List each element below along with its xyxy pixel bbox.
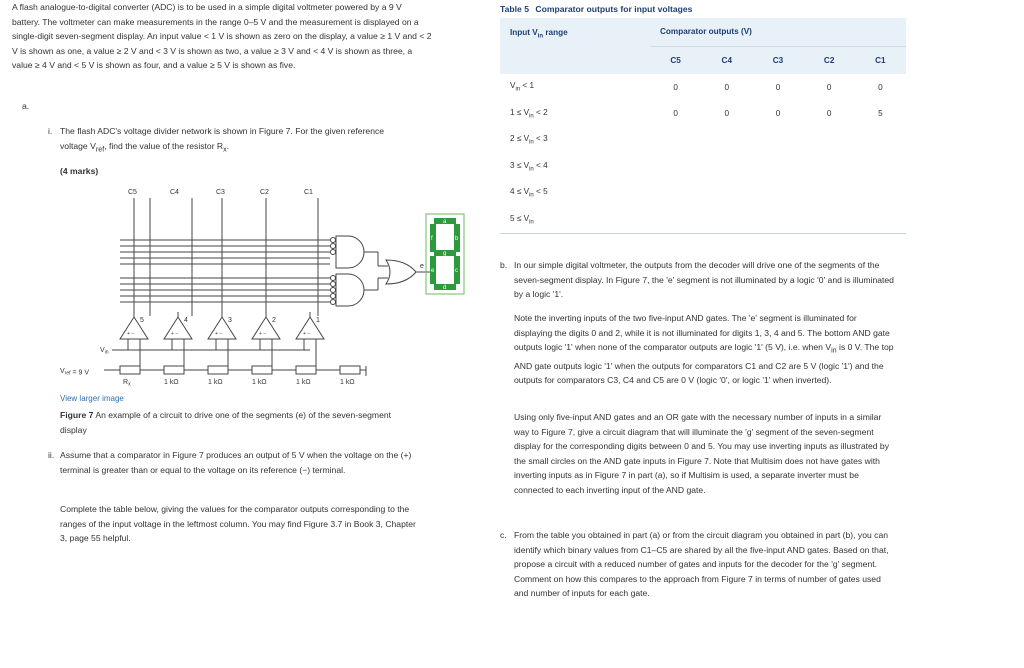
question-ii	[48, 448, 418, 477]
cell-c1[interactable]	[855, 180, 906, 207]
intro-paragraph: A flash analogue-to-digital converter (ADC) is to be used in a simple digital voltmeter powered by a 9 V battery. The voltmeter can make measurements in the range 0–5 V and the measurement is displayed on a single-digit seven-segment display. An input value < 1 V is shown as zero on the display, a value ≥ 1 V and < 2 V is shown as one, a value ≥ 2 V and < 3 V is shown as two, a value ≥ 3 V and < 4 V is shown as three, a value ≥ 4 V and < 5 V is shown as four, and a value ≥ 5 V is shown as five.	[12, 2, 432, 71]
vin-label: $V_{in}$	[100, 347, 109, 356]
comparator-label-c2: C2	[260, 189, 269, 196]
question-ii-instructions: Complete the table below, giving the values for the comparator outputs corresponding to the ranges of the input voltage in the leftmost column. You may find Figure 3.7 in Book 3, Chapter 3, page 55 helpful.	[60, 504, 416, 544]
row-range: $4 \le V_{in} < 5$	[510, 187, 548, 200]
cell-c3[interactable]	[752, 127, 803, 154]
segment-label-e: e	[431, 268, 435, 274]
sub-header-c3: C3	[752, 46, 803, 74]
resistor-label-2: 1 kΩ	[208, 379, 223, 386]
sub-header-c2: C2	[804, 46, 855, 74]
col-header-input: Input $V_{in}$ range	[500, 18, 650, 74]
cell-c2: 0	[826, 82, 832, 92]
cell-c2[interactable]	[804, 207, 855, 234]
cell-c4: 0	[724, 109, 730, 119]
cell-c4[interactable]	[701, 127, 752, 154]
question-i	[48, 124, 408, 157]
comparator-label-c5: C5	[128, 189, 137, 196]
cell-c5[interactable]	[650, 154, 701, 181]
segment-label-f: f	[431, 236, 433, 242]
cell-c1: 5	[878, 109, 883, 119]
segment-label-d: d	[443, 285, 447, 291]
cell-c3[interactable]	[752, 207, 803, 234]
table-row	[500, 127, 906, 154]
comparator-outputs-table	[500, 18, 906, 234]
cell-c5[interactable]	[650, 127, 701, 154]
comparator-label-c4: C4	[170, 189, 179, 196]
part-b-paragraph-1: In our simple digital voltmeter, the outputs from the decoder will drive one of the segments of the seven-segment display. In Figure 7, the 'e' segment is not illuminated by a logic '0' and is illuminated by a logic '1'.	[514, 260, 894, 300]
figure-caption-label: Figure 7	[60, 410, 94, 420]
part-b-paragraph-3: Using only five-input AND gates and an OR gate with the necessary number of inputs in a similar way to Figure 7, give a circuit diagram that will illuminate the 'g' segment of the seven-segment display for the corresponding digits between 0 and 5. You may use inverting inputs as illustrated by the small circles on the AND gate inputs in Figure 7. Note that Multisim does not have gates with inverting inputs as in Figure 7 in part (a), so if Multisim is used, a separate inverter must be connected to each inverting input of the AND gate.	[514, 412, 890, 495]
cell-c3[interactable]	[752, 180, 803, 207]
col-header-outputs: Comparator outputs (V)	[650, 18, 906, 46]
cell-c5[interactable]	[650, 207, 701, 234]
rx-label: $R_x$	[123, 379, 131, 388]
table-row	[500, 207, 906, 234]
segment-label-b: b	[455, 236, 459, 242]
part-c-label: c.	[500, 530, 507, 540]
part-b	[500, 258, 894, 302]
cell-c1[interactable]	[855, 207, 906, 234]
cell-c3: 0	[775, 109, 781, 119]
cell-c2: 0	[826, 109, 832, 119]
table-body	[500, 74, 906, 233]
part-b-paragraph-2: Note the inverting inputs of the two five-input AND gates. The 'e' segment is illuminated for displaying the digits 0 and 2, while it is not illuminated for digits 1, 3, 4 and 5. The bottom AND gate outputs logic '1' when none of the comparator outputs are logic '1' (5 V), i.e. when $V_{in}$ is 0 V. The top AND gate outputs logic '1' when the outputs for comparators C1 and C2 are 5 V (logic '1') and the outputs for comparators C3, C4 and C5 are 0 V (logic '0', or logic '1' when inverted).	[514, 313, 894, 386]
resistor-label-1: 1 kΩ	[164, 379, 179, 386]
segment-label-c: c	[455, 268, 458, 274]
table-caption: Comparator outputs for input voltages	[535, 4, 693, 14]
resistor-label-3: 1 kΩ	[252, 379, 267, 386]
part-a-label: a.	[22, 101, 30, 111]
table-label: Table 5	[500, 4, 529, 14]
question-i-number: i.	[48, 126, 53, 136]
comparator-number-3: 3	[228, 317, 232, 324]
row-range: $5 \le V_{in}$	[500, 207, 650, 234]
comparator-number-1: 1	[316, 317, 320, 324]
part-c	[500, 528, 894, 601]
comparator-number-5: 5	[140, 317, 144, 324]
table-row	[500, 101, 906, 128]
cell-c1: 0	[878, 82, 883, 92]
view-larger-image-link[interactable]: View larger image	[60, 394, 124, 403]
resistor-label-5: 1 kΩ	[340, 379, 355, 386]
cell-c5: 0	[673, 109, 678, 119]
cell-c4[interactable]	[701, 207, 752, 234]
cell-c1[interactable]	[855, 127, 906, 154]
figure-caption	[60, 408, 415, 437]
comparator-sign-3: + −	[215, 331, 223, 337]
comparator-sign-5: + −	[127, 331, 135, 337]
table-title	[500, 2, 692, 17]
cell-c2[interactable]	[804, 127, 855, 154]
part-b-label: b.	[500, 260, 508, 270]
cell-c4: 0	[724, 82, 730, 92]
cell-c3: 0	[775, 82, 781, 92]
circuit-diagram	[60, 184, 480, 394]
comparator-number-2: 2	[272, 317, 276, 324]
table-row	[500, 74, 906, 101]
cell-c5: 0	[673, 82, 678, 92]
comparator-label-c3: C3	[216, 189, 225, 196]
comparator-label-c1: C1	[304, 189, 313, 196]
row-range: $2 \le V_{in} < 3$	[510, 134, 548, 147]
figure-7-circuit	[60, 184, 480, 394]
cell-c4[interactable]	[701, 154, 752, 181]
cell-c1[interactable]	[855, 154, 906, 181]
cell-c4[interactable]	[701, 180, 752, 207]
cell-c3[interactable]	[752, 154, 803, 181]
segment-label-a: a	[443, 219, 447, 225]
question-ii-text: Assume that a comparator in Figure 7 produces an output of 5 V when the voltage on the (+) terminal is greater than or equal to the voltage on its reference (−) terminal.	[60, 450, 412, 475]
comparator-sign-4: + −	[171, 331, 179, 337]
figure-caption-text: An example of a circuit to drive one of the segments (e) of the seven-segment display	[60, 410, 392, 435]
cell-c5[interactable]	[650, 180, 701, 207]
part-c-text: From the table you obtained in part (a) or from the circuit diagram you obtained in part (b), you can identify which binary values from C1–C5 are shared by all the five-input AND gates. Based on that, propose a circuit with a reduced number of gates and inputs for the decoder for the 'g' segment. Comment on how this compares to the approach from Figure 7 in terms of number of gates used and number of inputs for each gate.	[514, 530, 889, 599]
row-range: $V_{in} < 1$	[510, 81, 535, 94]
row-range: $1 \le V_{in} < 2$	[510, 107, 548, 120]
output-segment-label: e	[420, 263, 424, 270]
table-row	[500, 180, 906, 207]
row-range: $3 \le V_{in} < 4$	[510, 160, 548, 173]
vref-label: $V_{ref} = 9$ V	[60, 368, 89, 377]
cell-c2[interactable]	[804, 154, 855, 181]
segment-label-g: g	[443, 251, 447, 257]
sub-header-c4: C4	[701, 46, 752, 74]
sub-header-c1: C1	[855, 46, 906, 74]
cell-c2[interactable]	[804, 180, 855, 207]
question-ii-number: ii.	[48, 450, 55, 460]
table-row	[500, 154, 906, 181]
comparator-sign-1: + −	[303, 331, 311, 337]
comparator-number-4: 4	[184, 317, 188, 324]
sub-header-c5: C5	[650, 46, 701, 74]
resistor-label-4: 1 kΩ	[296, 379, 311, 386]
marks-label: (4 marks)	[60, 166, 99, 176]
question-i-text: The flash ADC's voltage divider network is shown in Figure 7. For the given reference voltage $V_{ref}$, find the value of the resistor $R_x$.	[60, 126, 385, 154]
comparator-sign-2: + −	[259, 331, 267, 337]
